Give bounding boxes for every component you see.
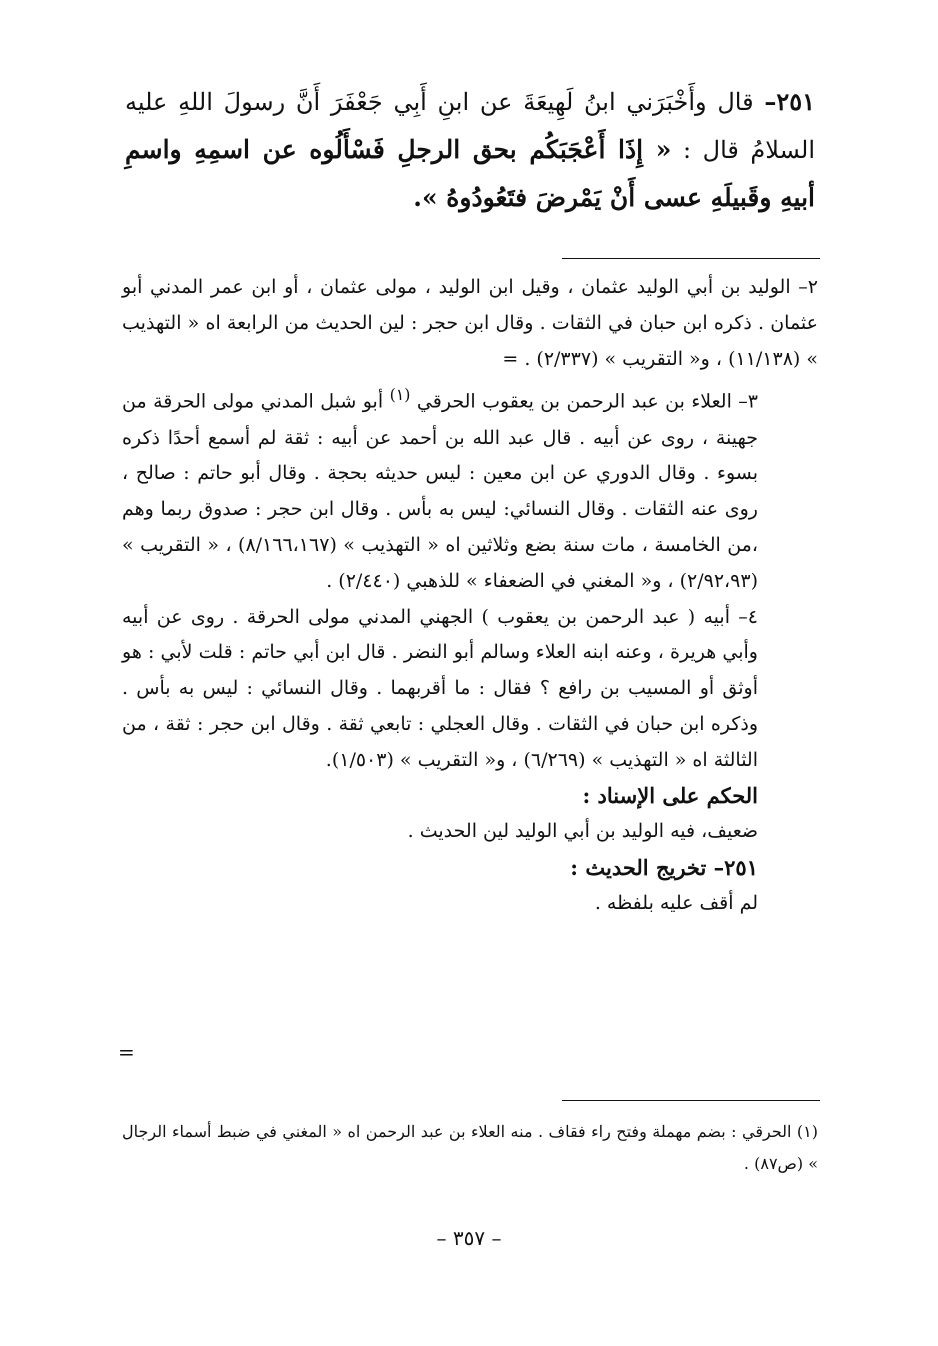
hadith-text [125, 78, 815, 222]
hadith-isnad: قال وأَخْبَرَني ابنُ لَهِيعَةَ عن ابنِ أَبِي جَعْفَرَ أَنَّ رسولَ اللهِ عليه السلامُ قال : [125, 88, 816, 164]
footnote-separator-rule [562, 1100, 820, 1101]
continuation-marker-end: = [118, 1040, 135, 1064]
top-separator-rule [562, 258, 820, 259]
continuation-marker: = [502, 347, 519, 370]
note-4-text: ٤– أبيه ( عبد الرحمن بن يعقوب ) الجهني المدني مولى الحرقة . روى عن أبيه وأبي هريرة ، وعنه ابنه العلاء وسالم أبو النضر . قال ابن أبي حاتم : قلت لأبي : هو أوثق أو المسيب بن رافع ؟ فقال : ما أقربهما . وقال النسائي : ليس به بأس . وذكره ابن حبان في الثقات . وقال العجلي : تابعي ثقة . وقال ابن حجر : ثقة ، من الثالثة اه « التهذيب » (٦/٢٦٩) ، و« التقريب » (١/٥٠٣). [122, 605, 758, 771]
takhrij-heading: ٢٥١– تخريج الحديث : [570, 855, 758, 881]
footnote-text: (١) الحرقي : بضم مهملة وفتح راء فقاف . منه العلاء بن عبد الرحمن اه « المغني في ضبط أسماء الرجال » (ص٨٧) . [122, 1122, 819, 1173]
note-4 [122, 600, 818, 779]
note-2-text: ٢– الوليد بن أبي الوليد عثمان ، وقيل ابن الوليد ، مولى عثمان ، أو ابن عمر المدني أبو عثمان . ذكره ابن حبان في الثقات . وقال ابن حجر : لين الحديث من الرابعة اه « التهذيب » (١١/١٣٨) ، و« التقريب » (٢/٣٣٧) . [122, 276, 818, 370]
footnote [122, 1116, 818, 1180]
note-3 [122, 377, 818, 599]
page-number: – ٣٥٧ – [436, 1226, 502, 1250]
takhrij-text: لم أقف عليه بلفظه . [594, 891, 758, 914]
ruling-text: ضعيف، فيه الوليد بن أبي الوليد لين الحديث . [407, 820, 758, 843]
note-2 [122, 270, 818, 377]
note-3-rest: أبو شبل المدني مولى الحرقة من جهينة ، روى عن أبيه . قال عبد الله بن أحمد عن أبيه : ثقة لم أسمع أحدًا ذكره بسوء . وقال الدوري عن ابن معين : ليس حديثه بحجة . وقال أبو حاتم : صالح ، روى عنه الثقات . وقال النسائي: ليس به بأس . وقال ابن حجر : صدوق ربما وهم ،من الخامسة ، مات سنة بضع وثلاثين اه « التهذيب » (٨/١٦٦،١٦٧) ، « التقريب » (٢/٩٢،٩٣) ، و« المغني في الضعفاء » للذهبي (٢/٤٤٠) . [122, 390, 758, 592]
note-3-text: ٣– العلاء بن عبد الرحمن بن يعقوب الحرقي [416, 390, 759, 413]
hadith-matn: « إِذَا أَعْجَبَكُم بحق الرجلِ فَسْأَلُوه عن اسمِهِ واسمِ أبيهِ وقَبيلَهِ عسى أَنْ يَمْرضَ فتَعُودُوهُ ». [125, 135, 815, 212]
hadith-number: ٢٥١– [764, 87, 815, 116]
narrator-notes [122, 270, 818, 922]
footnote-reference: (١) [389, 385, 411, 405]
ruling-heading: الحكم على الإسناد : [582, 783, 758, 809]
